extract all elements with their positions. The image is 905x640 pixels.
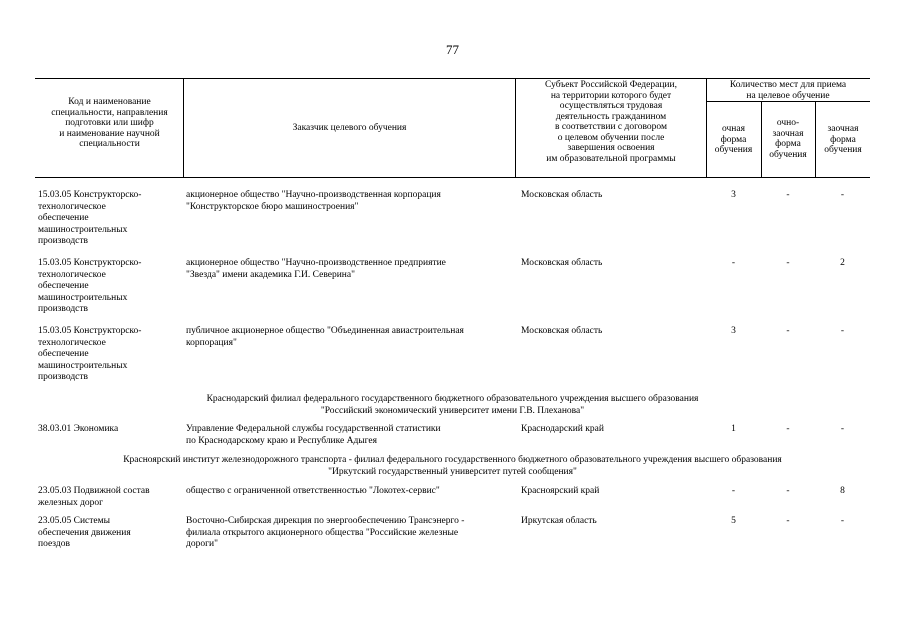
row-2-part-time: - bbox=[786, 258, 790, 268]
section-heading-krasnoyarsk: Красноярский институт железнодорожного транспорта - филиал федерального государственного бюджетного образовательного учреждения высшего образования "Иркутский государственный университет путей сообщения" bbox=[123, 455, 782, 477]
header-places: Количество мест для приема на целевое обучение bbox=[729, 80, 847, 101]
header-customer: Заказчик целевого обучения bbox=[292, 123, 407, 133]
row-4-correspondence: - bbox=[840, 424, 845, 434]
row-2-code: 15.03.05 Конструкторско- технологическое обеспечение машиностроительных производств bbox=[38, 258, 142, 314]
row-6-full-time: 5 bbox=[731, 516, 736, 526]
row-4-customer: Управление Федеральной службы государственной статистики по Краснодарскому краю и Республике Адыгея bbox=[186, 424, 441, 446]
row-3-correspondence: - bbox=[840, 326, 845, 336]
row-1-customer: акционерное общество "Научно-производственная корпорация "Конструкторское бюро машиностроения" bbox=[186, 190, 441, 212]
row-6-part-time: - bbox=[786, 516, 790, 526]
page-number: 77 bbox=[446, 42, 459, 57]
row-5-code: 23.05.03 Подвижной состав железных дорог bbox=[38, 486, 150, 508]
header-correspondence: заочная форма обучения bbox=[824, 124, 862, 155]
row-5-correspondence: 8 bbox=[840, 486, 845, 496]
section-heading-krasnodar: Краснодарский филиал федерального государственного бюджетного образовательного учреждения высшего образования "Российский экономический университет имени Г.В. Плеханова" bbox=[206, 394, 699, 416]
row-1-part-time: - bbox=[786, 190, 790, 200]
row-4-region: Краснодарский край bbox=[521, 424, 604, 434]
row-5-full-time: - bbox=[731, 486, 736, 496]
row-2-full-time: - bbox=[731, 258, 736, 268]
row-4-code: 38.03.01 Экономика bbox=[38, 424, 119, 434]
row-4-full-time: 1 bbox=[731, 424, 736, 434]
header-full-time: очная форма обучения bbox=[714, 124, 753, 155]
header-code: Код и наименование специальности, направления подготовки или шифр и наименование научной специальности bbox=[51, 97, 168, 149]
header-divider-2 bbox=[515, 78, 516, 178]
row-1-region: Московская область bbox=[521, 190, 603, 200]
header-region: Субъект Российской Федерации, на территории которого будет осуществляться трудовая деятельность гражданином в соответствии с договором о целевом обучении после завершения освоения им образовательной программы bbox=[545, 80, 677, 164]
row-3-customer: публичное акционерное общество "Объединенная авиастроительная корпорация" bbox=[186, 326, 464, 348]
row-5-region: Красноярский край bbox=[521, 486, 600, 496]
row-6-code: 23.05.05 Системы обеспечения движения поездов bbox=[38, 516, 131, 549]
row-6-correspondence: - bbox=[840, 516, 845, 526]
row-1-code: 15.03.05 Конструкторско- технологическое обеспечение машиностроительных производств bbox=[38, 190, 142, 246]
header-bottom-rule bbox=[35, 177, 870, 178]
header-divider-1 bbox=[183, 78, 184, 178]
row-1-full-time: 3 bbox=[731, 190, 736, 200]
header-top-rule bbox=[35, 78, 870, 79]
row-3-code: 15.03.05 Конструкторско- технологическое обеспечение машиностроительных производств bbox=[38, 326, 142, 382]
row-5-customer: общество с ограниченной ответственностью "Локотех-сервис" bbox=[186, 486, 440, 496]
row-4-part-time: - bbox=[786, 424, 790, 434]
row-6-region: Иркутская область bbox=[521, 516, 597, 526]
row-3-region: Московская область bbox=[521, 326, 603, 336]
header-part-time: очно- заочная форма обучения bbox=[769, 118, 807, 160]
places-subheader-rule bbox=[706, 101, 870, 102]
row-1-correspondence: - bbox=[840, 190, 845, 200]
row-5-part-time: - bbox=[786, 486, 790, 496]
row-2-customer: акционерное общество "Научно-производственное предприятие "Звезда" имени академика Г.И. Северина" bbox=[186, 258, 446, 280]
row-3-full-time: 3 bbox=[731, 326, 736, 336]
row-6-customer: Восточно-Сибирская дирекция по энергообеспечению Трансэнерго - филиала открытого акционерного общества "Российские железные дороги" bbox=[186, 516, 465, 549]
row-3-part-time: - bbox=[786, 326, 790, 336]
row-2-region: Московская область bbox=[521, 258, 603, 268]
row-2-correspondence: 2 bbox=[840, 258, 845, 268]
